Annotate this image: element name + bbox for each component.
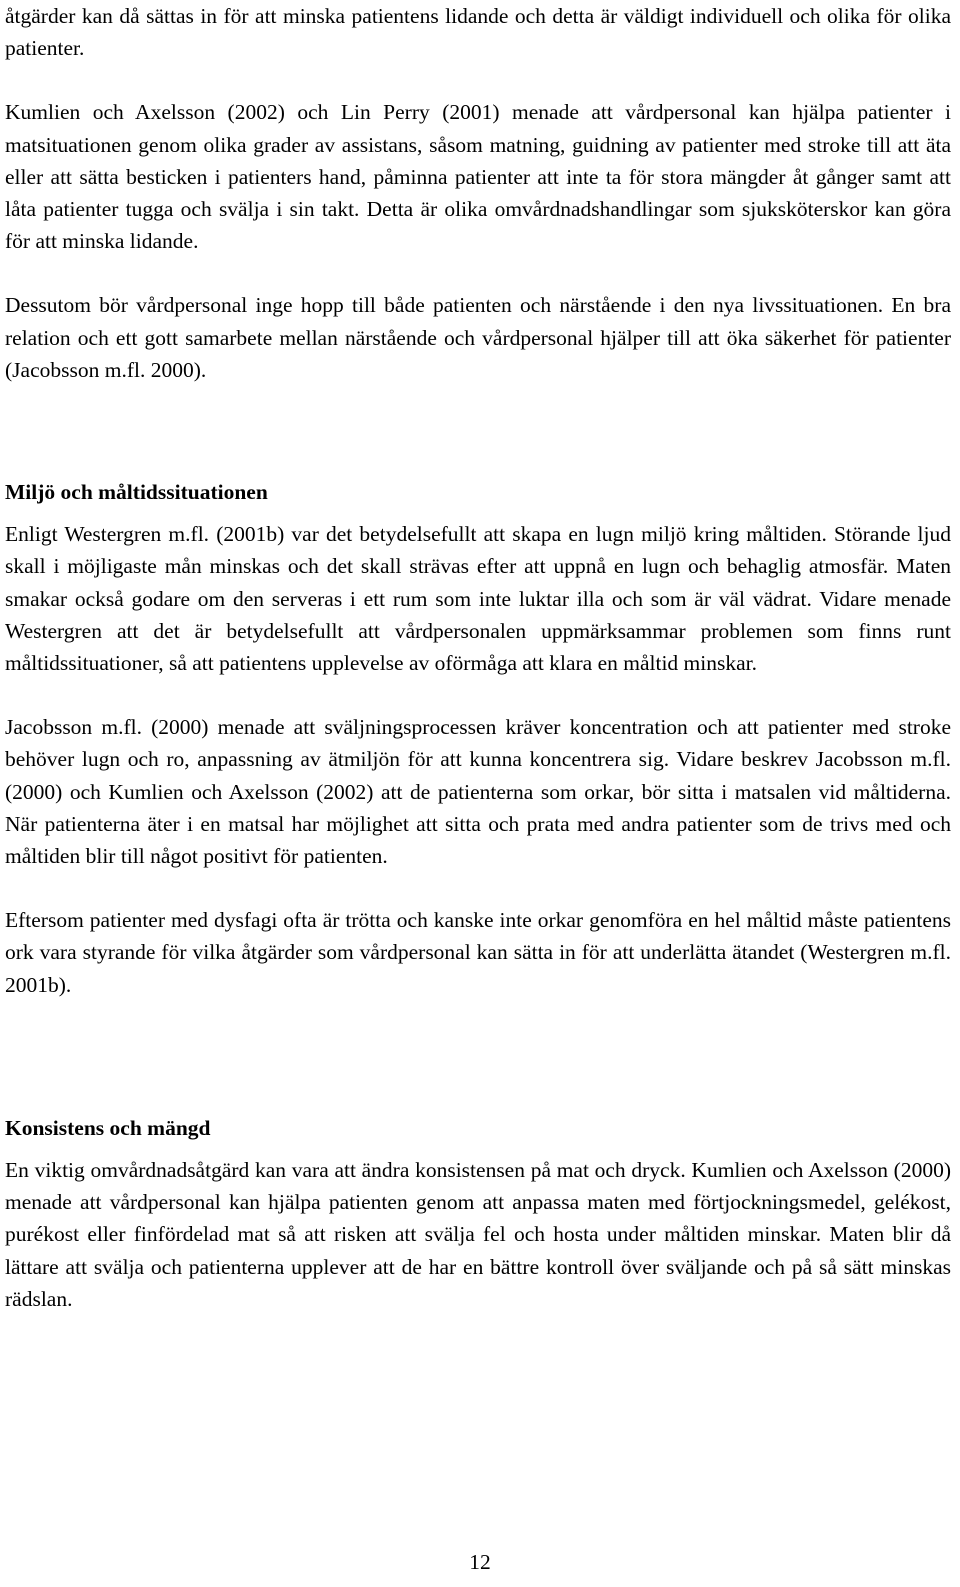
paragraph-intro-3: Dessutom bör vårdpersonal inge hopp till både patienten och närstående i den nya livssituationen. En bra relation och ett gott samarbete mellan närstående och vårdpersonal hjälper till att öka säkerhet för patienter (Jacobsson m.fl. 2000).	[5, 293, 951, 382]
document-page	[5, 0, 951, 1315]
paragraph-environment-3: Eftersom patienter med dysfagi ofta är trötta och kanske inte orkar genomföra en hel måltid måste patientens ork vara styrande för vilka åtgärder som vårdpersonal kan sätta in för att underlätta ätandet (Westergren m.fl. 2001b).	[5, 908, 951, 997]
page-number: 12	[469, 1550, 491, 1574]
section-heading-environment: Miljö och måltidssituationen	[5, 480, 268, 505]
paragraph-intro-1: åtgärder kan då sättas in för att minska patientens lidande och detta är väldigt individuell och olika för olika patienter.	[5, 4, 951, 61]
paragraph-intro-2: Kumlien och Axelsson (2002) och Lin Perry (2001) menade att vårdpersonal kan hjälpa patienter i matsituationen genom olika grader av assistans, såsom matning, guidning av patienter med stroke till att äta eller att sätta besticken i patienters hand, påminna patienter att inte ta för stora mängder åt gånger samt att låta patienter tugga och svälja i sin takt. Detta är olika omvårdnadshandlingar som sjuksköterskor kan göra för att minska lidande.	[5, 100, 951, 254]
paragraph-consistency-1: En viktig omvårdnadsåtgärd kan vara att ändra konsistensen på mat och dryck. Kumlien och Axelsson (2000) menade att vårdpersonal kan hjälpa patienten genom att anpassa maten med förtjockningsmedel, gelékost, purékost eller finfördelad mat så att risken att svälja fel och hosta under måltiden minskar. Maten blir då lättare att svälja och patienterna upplever att de har en bättre kontroll över sväljande och på så sätt minskas rädslan.	[5, 1158, 951, 1311]
section-heading-consistency: Konsistens och mängd	[5, 1115, 211, 1140]
paragraph-environment-1: Enligt Westergren m.fl. (2001b) var det betydelsefullt att skapa en lugn miljö kring måltiden. Störande ljud skall i möjligaste mån minskas och det skall strävas efter att uppnå en lugn och behaglig atmosfär. Maten smakar också godare om den serveras i ett rum som inte luktar illa och som är väl vädrat. Vidare menade Westergren att det är betydelsefullt att vårdpersonalen uppmärksammar problemen som finns runt måltidssituationer, så att patientens upplevelse av oförmåga att klara en måltid minskar.	[5, 522, 951, 676]
paragraph-environment-2: Jacobsson m.fl. (2000) menade att sväljningsprocessen kräver koncentration och att patienter med stroke behöver lugn och ro, anpassning av ätmiljön för att kunna koncentrera sig. Vidare beskrev Jacobsson m.fl. (2000) och Kumlien och Axelsson (2002) att de patienterna som orkar, bör sitta i matsalen vid måltiderna. När patienterna äter i en matsal har möjlighet att sitta och prata med andra patienter som de trivs med och måltiden blir till något positivt för patienten.	[5, 715, 951, 869]
